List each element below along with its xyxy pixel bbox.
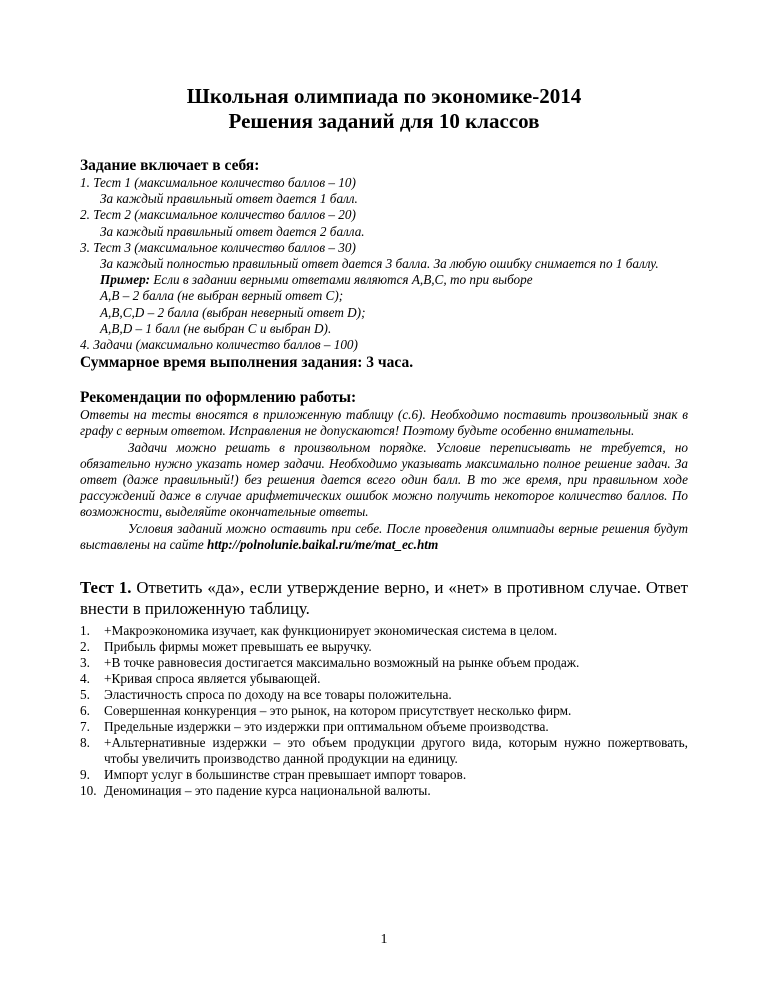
- test1-instruction: Ответить «да», если утверждение верно, и «нет» в противном случае. Ответ внести в приложенную таблицу.: [80, 578, 688, 619]
- includes-heading: Задание включает в себя:: [80, 157, 260, 174]
- test1-item-number: 7.: [80, 719, 90, 735]
- includes-test2-note: За каждый правильный ответ дается 2 балла.: [100, 223, 365, 239]
- includes-tasks: 4. Задачи (максимально количество баллов – 100): [80, 337, 358, 353]
- test1-item-text: Импорт услуг в большинстве стран превышает импорт товаров.: [104, 767, 467, 783]
- recommendations-heading: Рекомендации по оформлению работы:: [80, 389, 357, 407]
- recommendations-paragraph-1: Ответы на тесты вносятся в приложенную таблицу (с.6). Необходимо поставить произвольный знак в графу с верным ответом. Исправления не допускаются! Поэтому будьте особенно внимательны.: [80, 407, 688, 439]
- example-label: Пример:: [100, 272, 151, 288]
- solutions-url: http://polnolunie.baikal.ru/me/mat_ec.htm: [207, 536, 439, 552]
- test1-item: [80, 623, 688, 639]
- test1-item-number: 6.: [80, 703, 90, 719]
- example-case-2: А,В,С,D – 2 балла (выбран неверный ответ D);: [100, 304, 366, 320]
- test1-item-number: 10.: [80, 783, 97, 799]
- recommendations-text: Условия заданий можно оставить при себе. После проведения олимпиады верные решения будут выставлены на сайте: [80, 520, 688, 552]
- includes-test2: 2. Тест 2 (максимальное количество баллов – 20): [80, 207, 356, 223]
- recommendations-paragraph-2: Задачи можно решать в произвольном порядке. Условие переписывать не требуется, но обязательно нужно указать номер задачи. Необходимо указывать максимально полное решение задач. За ответ (даже правильный!) без решения дается всего один балл. В то же время, при правильном ходе рассуждений даже в случае арифметических ошибок можно получить некоторое количество баллов. По возможности, выделяйте окончательные ответы.: [80, 439, 688, 520]
- test1-item-text: Эластичность спроса по доходу на все товары положительна.: [104, 687, 452, 703]
- test1-item: [80, 719, 688, 735]
- test1-item-number: 3.: [80, 655, 90, 671]
- test1-item-text: +В точке равновесия достигается максимально возможный на рынке объем продаж.: [104, 655, 580, 671]
- test1-item-number: 5.: [80, 687, 90, 703]
- test1-heading: [80, 577, 688, 619]
- page-number: 1: [380, 932, 388, 947]
- includes-test3: 3. Тест 3 (максимальное количество баллов – 30): [80, 239, 356, 255]
- includes-test1: 1. Тест 1 (максимальное количество баллов – 10): [80, 175, 356, 190]
- test1-item: [80, 735, 688, 767]
- example-text: Если в задании верными ответами являются А,В,С, то при выборе: [150, 272, 533, 288]
- test1-item-number: 1.: [80, 623, 90, 639]
- test1-item: [80, 767, 688, 783]
- test1-item-number: 2.: [80, 639, 90, 655]
- test1-item-number: 9.: [80, 767, 90, 783]
- test1-item-number: 4.: [80, 671, 90, 687]
- test1-label: Тест 1.: [80, 578, 132, 598]
- total-time: Суммарное время выполнения задания: 3 часа.: [80, 354, 414, 372]
- test1-item: [80, 687, 688, 703]
- test1-item: [80, 783, 688, 799]
- includes-example: [80, 272, 688, 288]
- test1-item-text: +Альтернативные издержки – это объем продукции другого вида, которым нужно пожертвовать, чтобы увеличить производство данной продукции на единицу.: [104, 735, 688, 767]
- test1-item-text: Предельные издержки – это издержки при оптимальном объеме производства.: [104, 719, 549, 735]
- example-case-3: А,В,D – 1 балл (не выбран С и выбран D).: [100, 320, 332, 336]
- test1-item-text: Прибыль фирмы может превышать ее выручку.: [104, 639, 372, 655]
- test1-item: [80, 671, 688, 687]
- includes-test3-note: За каждый полностью правильный ответ дается 3 балла. За любую ошибку снимается по 1 баллу.: [100, 256, 659, 272]
- test1-item-text: +Макроэкономика изучает, как функционирует экономическая система в целом.: [104, 623, 558, 639]
- test1-item: [80, 655, 688, 671]
- recommendations-paragraph-3: [80, 521, 688, 553]
- document-title-line2: Решения заданий для 10 классов: [228, 109, 540, 133]
- example-case-1: А,В – 2 балла (не выбран верный ответ С);: [100, 288, 344, 304]
- document-title-line1: Школьная олимпиада по экономике-2014: [186, 84, 582, 108]
- test1-item-number: 8.: [80, 735, 90, 751]
- test1-item: [80, 639, 688, 655]
- test1-item-text: +Кривая спроса является убывающей.: [104, 671, 321, 687]
- includes-test1-note: За каждый правильный ответ дается 1 балл.: [100, 191, 358, 207]
- test1-item-text: Деноминация – это падение курса национальной валюты.: [104, 783, 431, 799]
- test1-items: [80, 623, 688, 799]
- document-page: [80, 84, 688, 799]
- test1-item-text: Совершенная конкуренция – это рынок, на котором присутствует несколько фирм.: [104, 703, 572, 719]
- test1-item: [80, 703, 688, 719]
